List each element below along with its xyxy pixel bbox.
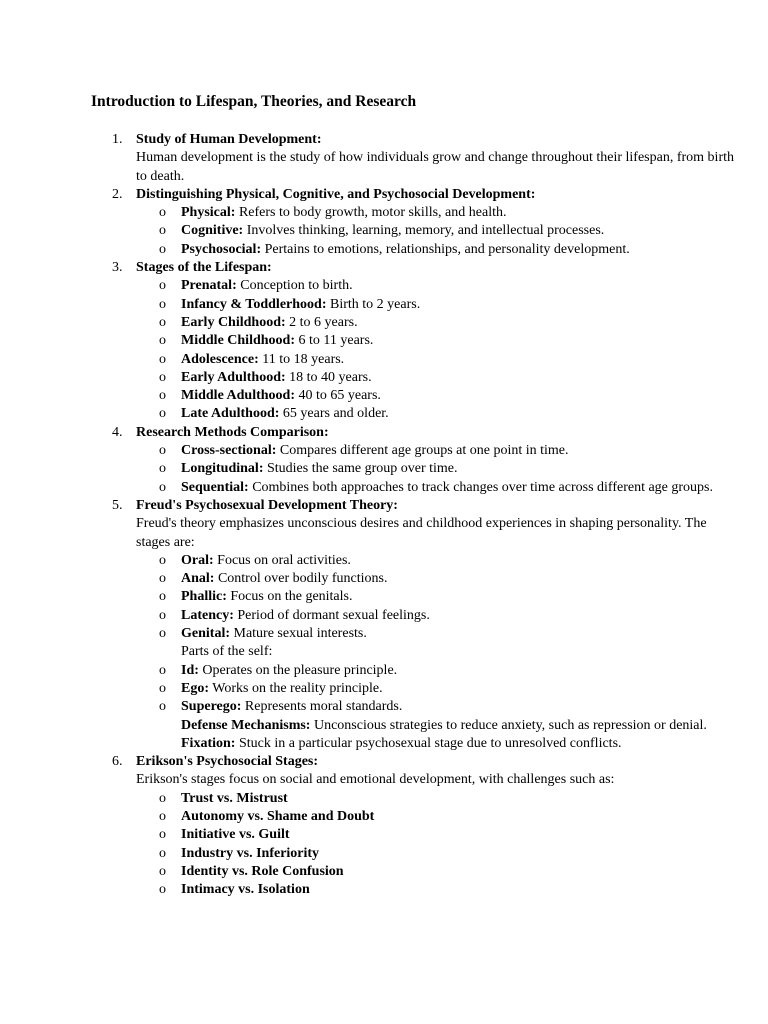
item-term: Cognitive:	[181, 223, 244, 239]
item-term: Phallic:	[181, 589, 227, 605]
item-term: Industry vs. Inferiority	[181, 845, 320, 861]
sub-list-item	[159, 662, 736, 680]
item-term: Sequential:	[181, 479, 249, 495]
section-note	[136, 735, 736, 753]
item-term: Intimacy vs. Isolation	[181, 882, 310, 898]
bullet-marker: o	[159, 863, 166, 879]
bullet-marker: o	[159, 443, 166, 459]
item-term: Physical:	[181, 205, 236, 221]
item-description: 18 to 40 years.	[285, 369, 372, 385]
section-item-6	[112, 753, 736, 899]
bullet-marker: o	[159, 626, 166, 642]
sub-list-item	[159, 296, 736, 314]
section-number: 6.	[112, 754, 123, 770]
item-description: 6 to 11 years.	[294, 333, 374, 349]
section-list	[112, 131, 736, 899]
bullet-marker: o	[159, 589, 166, 605]
bullet-marker: o	[159, 461, 166, 477]
section-sub-list	[136, 552, 736, 643]
item-term: Oral:	[181, 552, 214, 568]
item-description: Pertains to emotions, relationships, and personality development.	[261, 241, 630, 257]
item-description: 65 years and older.	[279, 406, 389, 422]
sub-list-item	[159, 607, 736, 625]
bullet-marker: o	[159, 882, 166, 898]
sub-list-item	[159, 222, 736, 240]
bullet-marker: o	[159, 845, 166, 861]
item-term: Psychosocial:	[181, 241, 262, 257]
bullet-marker: o	[159, 571, 166, 587]
item-description: 40 to 65 years.	[294, 388, 381, 404]
bullet-marker: o	[159, 205, 166, 221]
item-description: 11 to 18 years.	[258, 351, 345, 367]
section-item-4	[112, 424, 736, 497]
bullet-marker: o	[159, 680, 166, 696]
item-term: Trust vs. Mistrust	[181, 790, 288, 806]
sub-list-item	[159, 881, 736, 899]
page-title: Introduction to Lifespan, Theories, and Research	[91, 93, 417, 110]
bullet-marker: o	[159, 388, 166, 404]
item-description: Works on the reality principle.	[209, 680, 383, 696]
item-term: Anal:	[181, 571, 215, 587]
bullet-marker: o	[159, 314, 166, 330]
section-text: Freud's theory emphasizes unconscious desires and childhood experiences in shaping personality. The stages are:	[136, 516, 707, 550]
sub-list-item	[159, 460, 736, 478]
sub-list-item	[159, 332, 736, 350]
item-term: Infancy & Toddlerhood:	[181, 296, 327, 312]
parts-of-self-list	[136, 662, 736, 717]
section-heading: Research Methods Comparison:	[136, 424, 329, 440]
item-description: Refers to body growth, motor skills, and health.	[235, 205, 507, 221]
bullet-marker: o	[159, 223, 166, 239]
bullet-marker: o	[159, 241, 166, 257]
sub-list-item	[159, 351, 736, 369]
parts-of-self-label: Parts of the self:	[181, 644, 273, 660]
item-term: Late Adulthood:	[181, 406, 280, 422]
item-term: Early Childhood:	[181, 314, 286, 330]
section-sub-list	[136, 277, 736, 423]
item-term: Initiative vs. Guilt	[181, 827, 290, 843]
item-description: Involves thinking, learning, memory, and intellectual processes.	[243, 223, 605, 239]
section-number: 1.	[112, 132, 123, 147]
section-item-5	[112, 497, 736, 753]
section-sub-list	[136, 790, 736, 900]
item-description: Focus on the genitals.	[226, 589, 353, 605]
bullet-marker: o	[159, 790, 166, 806]
bullet-marker: o	[159, 333, 166, 349]
item-description: Control over bodily functions.	[214, 571, 388, 587]
sub-list-item	[159, 387, 736, 405]
sub-list-item	[159, 552, 736, 570]
section-sub-list	[136, 442, 736, 497]
item-term: Prenatal:	[181, 278, 237, 294]
section-note	[136, 717, 736, 735]
sub-list-item	[159, 204, 736, 222]
sub-list-item	[159, 442, 736, 460]
section-item-1	[112, 131, 736, 186]
bullet-marker: o	[159, 607, 166, 623]
sub-list-item	[159, 241, 736, 259]
note-term: Defense Mechanisms:	[181, 717, 311, 733]
section-heading: Erikson's Psychosocial Stages:	[136, 754, 319, 770]
note-description: Unconscious strategies to reduce anxiety, such as repression or denial.	[310, 717, 707, 733]
item-description: Focus on oral activities.	[213, 552, 351, 568]
sub-list-item	[159, 863, 736, 881]
sub-list-item	[159, 314, 736, 332]
bullet-marker: o	[159, 479, 166, 495]
section-number: 5.	[112, 497, 123, 513]
item-term: Middle Adulthood:	[181, 388, 295, 404]
item-term: Autonomy vs. Shame and Doubt	[181, 808, 375, 824]
sub-list-item	[159, 405, 736, 423]
item-term: Identity vs. Role Confusion	[181, 863, 344, 879]
bullet-marker: o	[159, 406, 166, 422]
item-description: Represents moral standards.	[241, 699, 403, 715]
item-term: Superego:	[181, 699, 242, 715]
bullet-marker: o	[159, 808, 166, 824]
item-term: Longitudinal:	[181, 461, 264, 477]
section-heading: Distinguishing Physical, Cognitive, and Psychosocial Development:	[136, 186, 536, 202]
sub-list-item	[159, 790, 736, 808]
item-description: 2 to 6 years.	[285, 314, 358, 330]
sub-list-item	[159, 808, 736, 826]
section-number: 2.	[112, 186, 123, 202]
item-description: Combines both approaches to track changes over time across different age groups.	[248, 479, 714, 495]
bullet-marker: o	[159, 296, 166, 312]
sub-list-item	[159, 680, 736, 698]
sub-list-item	[159, 625, 736, 643]
section-text: Erikson's stages focus on social and emotional development, with challenges such as:	[136, 772, 615, 788]
section-item-3	[112, 259, 736, 424]
bullet-marker: o	[159, 699, 166, 715]
bullet-marker: o	[159, 351, 166, 367]
section-number: 3.	[112, 260, 123, 276]
section-sub-list	[136, 204, 736, 259]
section-text: Human development is the study of how individuals grow and change throughout their lifespan, from birth to death.	[136, 150, 734, 184]
sub-list-item	[159, 698, 736, 716]
section-heading: Study of Human Development:	[136, 132, 322, 147]
bullet-marker: o	[159, 662, 166, 678]
item-term: Genital:	[181, 626, 230, 642]
sub-list-item	[159, 479, 736, 497]
item-description: Period of dormant sexual feelings.	[233, 607, 430, 623]
item-term: Early Adulthood:	[181, 369, 286, 385]
sub-list-item	[159, 277, 736, 295]
bullet-marker: o	[159, 278, 166, 294]
item-description: Studies the same group over time.	[263, 461, 458, 477]
item-term: Id:	[181, 662, 199, 678]
sub-list-item	[159, 845, 736, 863]
section-heading: Freud's Psychosexual Development Theory:	[136, 497, 398, 513]
item-term: Middle Childhood:	[181, 333, 295, 349]
section-item-2	[112, 186, 736, 259]
section-number: 4.	[112, 424, 123, 440]
sub-list-item	[159, 570, 736, 588]
item-description: Conception to birth.	[236, 278, 353, 294]
bullet-marker: o	[159, 827, 166, 843]
item-description: Compares different age groups at one point in time.	[276, 443, 569, 459]
item-term: Latency:	[181, 607, 234, 623]
item-term: Cross-sectional:	[181, 443, 277, 459]
sub-list-item	[159, 369, 736, 387]
sub-list-item	[159, 588, 736, 606]
note-description: Stuck in a particular psychosexual stage due to unresolved conflicts.	[235, 735, 622, 751]
item-term: Adolescence:	[181, 351, 259, 367]
bullet-marker: o	[159, 369, 166, 385]
item-term: Ego:	[181, 680, 209, 696]
item-description: Birth to 2 years.	[326, 296, 421, 312]
sub-list-item	[159, 826, 736, 844]
section-heading: Stages of the Lifespan:	[136, 260, 272, 276]
item-description: Mature sexual interests.	[230, 626, 367, 642]
item-description: Operates on the pleasure principle.	[198, 662, 398, 678]
note-term: Fixation:	[181, 735, 236, 751]
bullet-marker: o	[159, 552, 166, 568]
